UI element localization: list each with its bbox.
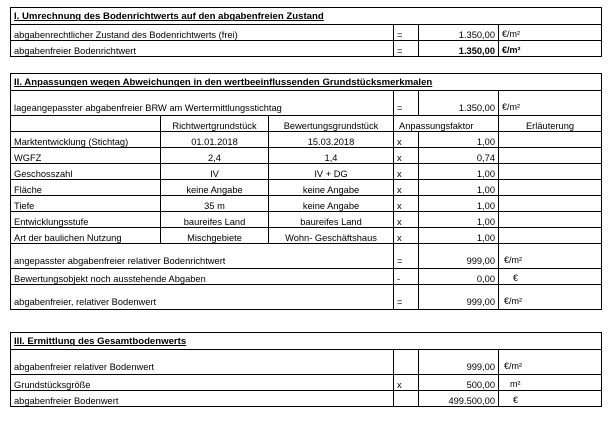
- cell-subject: baureifes Land: [269, 212, 394, 228]
- cell-factor: 0,74: [419, 148, 499, 164]
- result-operator: =: [394, 285, 419, 310]
- lead-value: 1.350,00: [419, 91, 499, 116]
- cell-reference: 01.01.2018: [161, 132, 269, 148]
- table-row: [11, 212, 602, 228]
- cell-operator: x: [394, 180, 419, 196]
- cell-note: [499, 132, 602, 148]
- section-3-row-2: [11, 375, 602, 391]
- section-1-table: [10, 7, 602, 57]
- section-2-lead-row: [11, 91, 602, 116]
- result-value: 999,00: [419, 285, 499, 310]
- header-criterion: [11, 116, 161, 132]
- row-unit: €/m²: [499, 41, 602, 57]
- row-unit: €/m²: [499, 25, 602, 41]
- cell-reference: 35 m: [161, 196, 269, 212]
- row-value: 499.500,00: [419, 391, 499, 407]
- row-label: abgabenrechtlicher Zustand des Bodenrichtwerts (frei): [11, 25, 394, 41]
- row-unit: €: [499, 391, 602, 407]
- section-2-result-row-1: [11, 244, 602, 269]
- section-3-title: III. Ermittlung des Gesamtbodenwerts: [14, 336, 187, 348]
- result-operator: =: [394, 244, 419, 269]
- cell-reference: keine Angabe: [161, 180, 269, 196]
- cell-factor: 1,00: [419, 228, 499, 244]
- section-1-title-cell: [11, 8, 602, 25]
- section-2-header-row: [11, 116, 602, 132]
- section-2-table: [10, 73, 602, 310]
- result-value: 0,00: [419, 269, 499, 285]
- result-unit: €: [499, 269, 602, 285]
- cell-reference: baureifes Land: [161, 212, 269, 228]
- row-operator: [394, 350, 419, 375]
- section-3-row-3: [11, 391, 602, 407]
- row-label: abgabenfreier relativer Bodenwert: [11, 350, 394, 375]
- row-operator: x: [394, 375, 419, 391]
- section-1-row-1: [11, 25, 602, 41]
- cell-reference: IV: [161, 164, 269, 180]
- cell-subject: keine Angabe: [269, 180, 394, 196]
- section-2-result-row-2: [11, 269, 602, 285]
- cell-factor: 1,00: [419, 180, 499, 196]
- header-subject: Bewertungsgrundstück: [269, 116, 394, 132]
- cell-note: [499, 228, 602, 244]
- result-label: angepasster abgabenfreier relativer Bodenrichtwert: [11, 244, 394, 269]
- cell-operator: x: [394, 212, 419, 228]
- section-3-title-row: [11, 333, 602, 350]
- row-label: Grundstücksgröße: [11, 375, 394, 391]
- cell-operator: x: [394, 164, 419, 180]
- cell-criterion: Entwicklungsstufe: [11, 212, 161, 228]
- cell-subject: Wohn- Geschäftshaus: [269, 228, 394, 244]
- cell-criterion: Geschosszahl: [11, 164, 161, 180]
- section-3-row-1: [11, 350, 602, 375]
- section-1-row-2: [11, 41, 602, 57]
- table-row: [11, 164, 602, 180]
- row-operator: =: [394, 25, 419, 41]
- cell-note: [499, 212, 602, 228]
- header-reference: Richtwertgrundstück: [161, 116, 269, 132]
- row-value: 1.350,00: [419, 25, 499, 41]
- header-factor: Anpassungsfaktor: [394, 116, 499, 132]
- cell-criterion: Art der baulichen Nutzung: [11, 228, 161, 244]
- row-label: abgabenfreier Bodenrichtwert: [11, 41, 394, 57]
- section-1-title-row: [11, 8, 602, 25]
- row-operator: =: [394, 41, 419, 57]
- cell-subject: 15.03.2018: [269, 132, 394, 148]
- cell-subject: keine Angabe: [269, 196, 394, 212]
- cell-reference: Mischgebiete: [161, 228, 269, 244]
- table-row: [11, 228, 602, 244]
- header-note: Erläuterung: [499, 116, 602, 132]
- lead-label: lageangepasster abgabenfreier BRW am Wertermittlungsstichtag: [11, 91, 394, 116]
- cell-operator: x: [394, 228, 419, 244]
- cell-factor: 1,00: [419, 196, 499, 212]
- section-1-title: I. Umrechnung des Bodenrichtwerts auf den abgabenfreien Zustand: [14, 11, 324, 23]
- row-value: 1.350,00: [419, 41, 499, 57]
- section-2-title: II. Anpassungen wegen Abweichungen in den wertbeeinflussenden Grundstücksmerkmalen: [14, 77, 433, 89]
- row-unit: m²: [499, 375, 602, 391]
- cell-criterion: Fläche: [11, 180, 161, 196]
- cell-reference: 2,4: [161, 148, 269, 164]
- result-value: 999,00: [419, 244, 499, 269]
- cell-note: [499, 148, 602, 164]
- row-value: 999,00: [419, 350, 499, 375]
- section-3-title-cell: [11, 333, 602, 350]
- section-2-title-row: [11, 74, 602, 91]
- section-2-title-cell: [11, 74, 602, 91]
- cell-factor: 1,00: [419, 212, 499, 228]
- result-label: abgabenfreier, relativer Bodenwert: [11, 285, 394, 310]
- cell-subject: 1,4: [269, 148, 394, 164]
- cell-factor: 1,00: [419, 132, 499, 148]
- cell-operator: x: [394, 196, 419, 212]
- table-row: [11, 196, 602, 212]
- row-label: abgabenfreier Bodenwert: [11, 391, 394, 407]
- lead-operator: =: [394, 91, 419, 116]
- cell-criterion: Tiefe: [11, 196, 161, 212]
- result-unit: €/m²: [499, 285, 602, 310]
- cell-note: [499, 180, 602, 196]
- cell-operator: x: [394, 132, 419, 148]
- section-2-result-row-3: [11, 285, 602, 310]
- row-value: 500,00: [419, 375, 499, 391]
- result-label: Bewertungsobjekt noch ausstehende Abgaben: [11, 269, 394, 285]
- cell-subject: IV + DG: [269, 164, 394, 180]
- result-operator: -: [394, 269, 419, 285]
- table-row: [11, 148, 602, 164]
- section-3-table: [10, 332, 602, 407]
- result-unit: €/m²: [499, 244, 602, 269]
- table-row: [11, 180, 602, 196]
- cell-note: [499, 164, 602, 180]
- cell-operator: x: [394, 148, 419, 164]
- cell-criterion: WGFZ: [11, 148, 161, 164]
- table-row: [11, 132, 602, 148]
- row-unit: €/m²: [499, 350, 602, 375]
- cell-factor: 1,00: [419, 164, 499, 180]
- cell-criterion: Marktentwicklung (Stichtag): [11, 132, 161, 148]
- lead-unit: €/m²: [499, 91, 602, 116]
- cell-note: [499, 196, 602, 212]
- row-operator: [394, 391, 419, 407]
